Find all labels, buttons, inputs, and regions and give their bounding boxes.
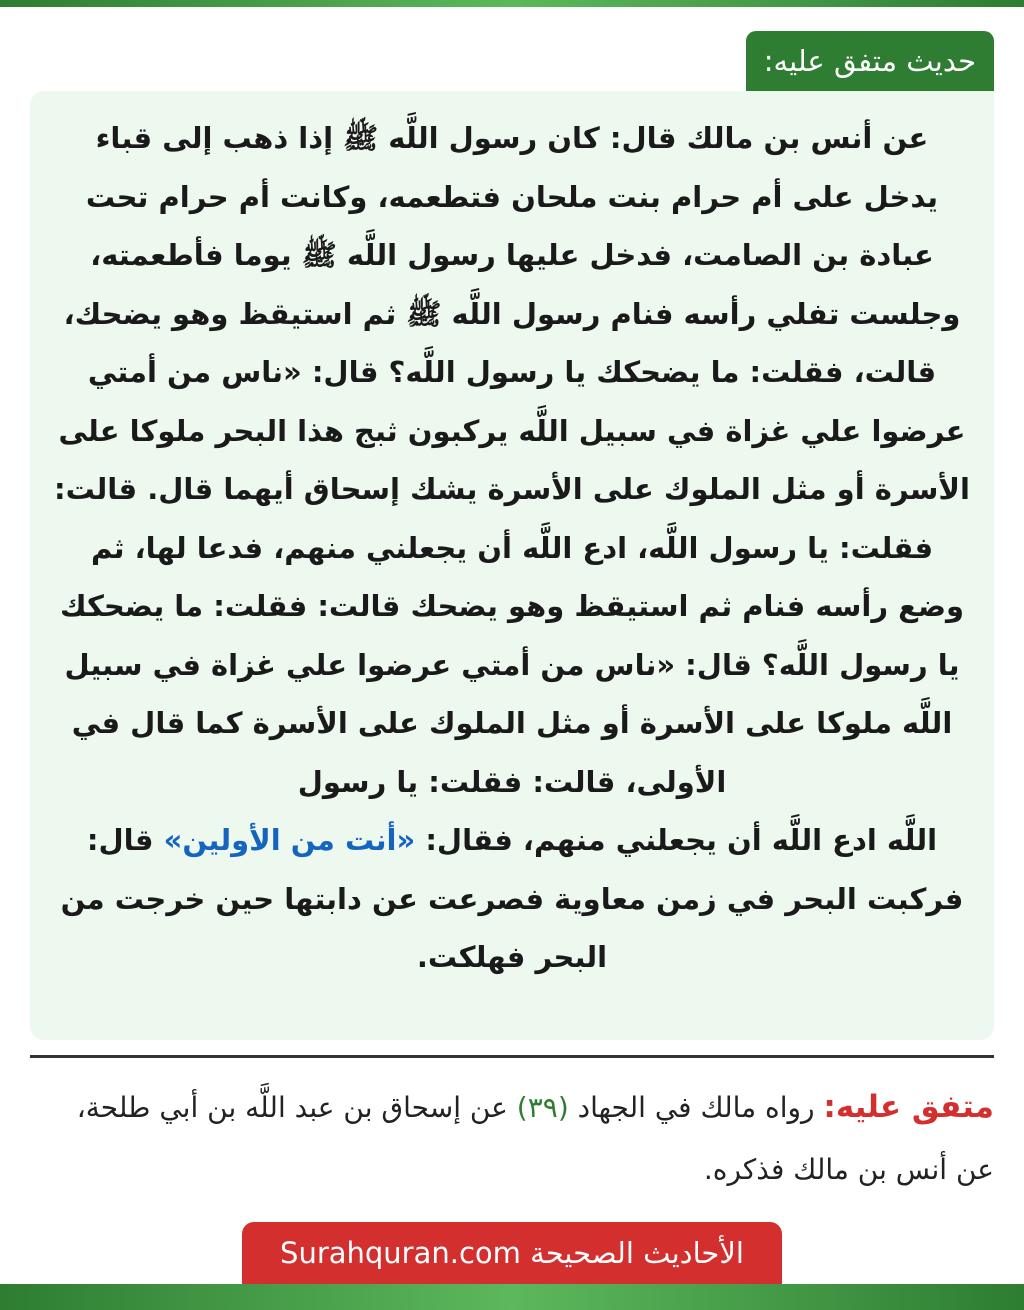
hadith-text-part3: قال: فركبت البحر في زمن معاوية فصرعت عن دابتها حين خرجت من البحر فهلكت. (60, 823, 964, 974)
hadith-text-box (30, 91, 994, 1040)
site-footer-label: الأحاديث الصحيحة Surahquran.com (280, 1236, 744, 1270)
source-text-b: عن إسحاق بن عبد اللَّه بن أبي طلحة، عن أنس بن مالك فذكره. (76, 1091, 994, 1186)
hadith-text-part1: عن أنس بن مالك قال: كان رسول اللَّه ﷺ إذا ذهب إلى قباء يدخل على أم حرام بنت ملحان فتطعمه، وكانت أم حرام تحت عبادة بن الصامت، فدخل عليها رسول اللَّه ﷺ يوما فأطعمته، وجلست تفلي رأسه فنام رسول اللَّه ﷺ ثم استيقظ وهو يضحك، قالت، فقلت: ما يضحكك يا رسول اللَّه؟ قال: «ناس من أمتي عرضوا علي غزاة في سبيل اللَّه يركبون ثبج هذا البحر ملوكا على الأسرة أو مثل الملوك على الأسرة يشك إسحاق أيهما قال. قالت: فقلت: يا رسول اللَّه، ادع اللَّه أن يجعلني منهم، فدعا لها، ثم وضع رأسه فنام ثم استيقظ وهو يضحك قالت: فقلت: ما يضحكك يا رسول اللَّه؟ قال: «ناس من أمتي عرضوا علي غزاة في سبيل اللَّه ملوكا على الأسرة أو مثل الملوك على الأسرة كما قال في الأولى، قالت: فقلت: يا رسول (54, 121, 970, 799)
hadith-source (30, 1076, 994, 1201)
section-divider (30, 1055, 994, 1058)
source-number: (٣٩) (516, 1091, 569, 1124)
hadith-type-label: حديث متفق عليه: (763, 44, 976, 78)
bottom-decor-bar (0, 1284, 1024, 1310)
hadith-text (54, 109, 970, 987)
hadith-highlight-quote: «أنت من الأولين» (163, 823, 416, 857)
source-label: متفق عليه: (823, 1089, 994, 1125)
hadith-text-part2: اللَّه ادع اللَّه أن يجعلني منهم، فقال: (415, 823, 938, 857)
hadith-type-badge (746, 31, 994, 91)
top-decor-bar (0, 0, 1024, 7)
site-footer-badge[interactable] (242, 1222, 782, 1284)
source-text-a: رواه مالك في الجهاد (568, 1091, 824, 1124)
